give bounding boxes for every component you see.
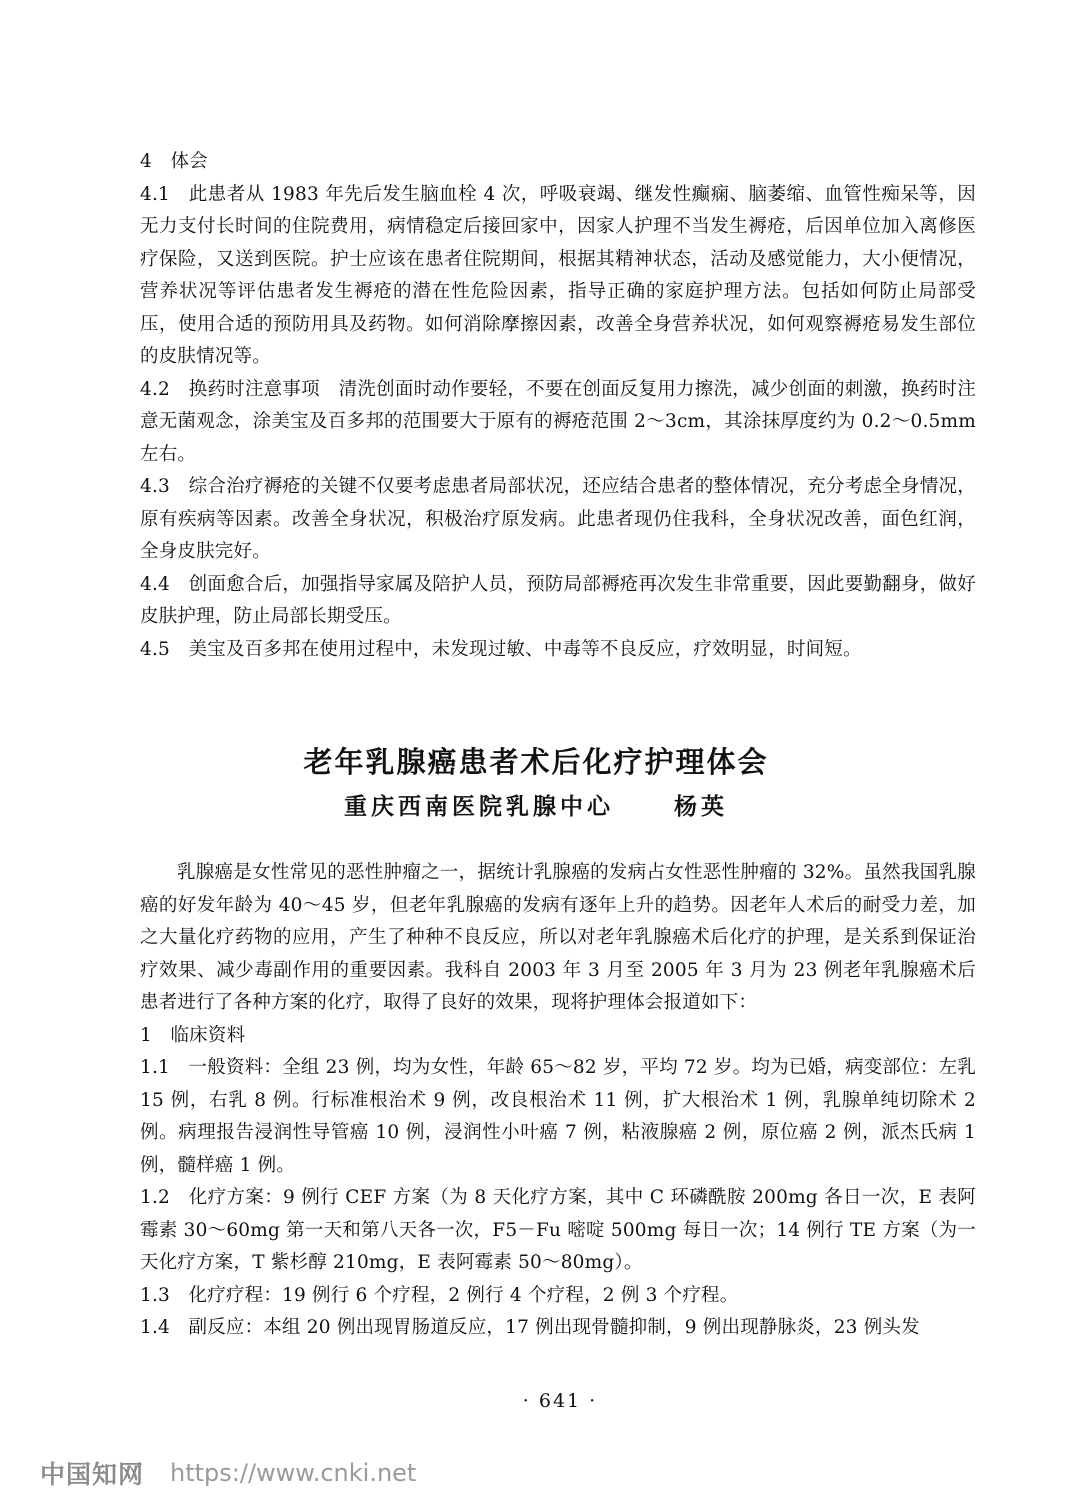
page-number: · 641 · — [522, 1390, 598, 1412]
paragraph-4-4-text: 创面愈合后，加强指导家属及陪护人员，预防局部褥疮再次发生非常重要，因此要勤翻身，做好皮肤护理，防止局部长期受压。 — [140, 573, 976, 627]
paragraph-1-3 — [140, 1280, 976, 1313]
section-4-block — [140, 146, 976, 666]
paragraph-1-1 — [140, 1052, 976, 1182]
paragraph-4-2 — [140, 374, 976, 472]
cnki-watermark — [40, 1455, 416, 1491]
paragraph-4-3 — [140, 471, 976, 569]
paragraph-4-1-text: 此患者从 1983 年先后发生脑血栓 4 次，呼吸衰竭、继发性癫痫、脑萎缩、血管性痴呆等，因无力支付长时间的住院费用，病情稳定后接回家中，因家人护理不当发生褥疮，后因单位加入离修医疗保险，又送到医院。护士应该在患者住院期间，根据其精神状态，活动及感觉能力，大小便情况，营养状况等评估患者发生褥疮的潜在性危险因素，指导正确的家庭护理方法。包括如何防止局部受压，使用合适的预防用具及药物。如何消除摩擦因素，改善全身营养状况，如何观察褥疮易发生部位的皮肤情况等。 — [140, 183, 976, 367]
article-title: 老年乳腺癌患者术后化疗护理体会 — [303, 745, 769, 779]
section-1-number: 1 — [140, 1024, 152, 1046]
paragraph-1-1-number: 1.1 — [140, 1057, 171, 1078]
paragraph-1-4-number: 1.4 — [140, 1317, 171, 1338]
section-1-heading — [140, 1020, 976, 1053]
paragraph-1-3-number: 1.3 — [140, 1284, 171, 1306]
watermark-logo: 中国知网 — [40, 1460, 145, 1489]
paragraph-4-3-number: 4.3 — [140, 476, 171, 497]
paragraph-4-3-text: 综合治疗褥疮的关键不仅要考虑患者局部状况，还应结合患者的整体情况，充分考虑全身情况，原有疾病等因素。改善全身状况，积极治疗原发病。此患者现仍住我科，全身状况改善，面色红润，全身皮肤完好。 — [140, 476, 976, 562]
paragraph-1-4-text: 副反应：本组 20 例出现胃肠道反应，17 例出现骨髓抑制，9 例出现静脉炎，23 例头发 — [188, 1317, 920, 1338]
paragraph-1-1-text: 一般资料：全组 23 例，均为女性，年龄 65～82 岁，平均 72 岁。均为已婚，病变部位：左乳 15 例，右乳 8 例。行标准根治术 9 例，改良根治术 11 例，扩大根治术 1 例，乳腺单纯切除术 2 例。病理报告浸润性导管癌 10 例，浸润性小叶癌 7 例，粘液腺癌 2 例，原位癌 2 例，派杰氏病 1 例，髓样癌 1 例。 — [140, 1057, 976, 1176]
paragraph-4-5-number: 4.5 — [140, 638, 171, 660]
watermark-url: https://www.cnki.net — [170, 1459, 417, 1487]
article-intro: 乳腺癌是女性常见的恶性肿瘤之一，据统计乳腺癌的发病占女性恶性肿瘤的 32%。虽然我国乳腺癌的好发年龄为 40～45 岁，但老年乳腺癌的发病有逐年上升的趋势。因老年人术后的耐受力差，加之大量化疗药物的应用，产生了种种不良反应，所以对老年乳腺癌术后化疗的护理，是关系到保证治疗效果、减少毒副作用的重要因素。我科自 2003 年 3 月至 2005 年 3 月为 23 例老年乳腺癌术后患者进行了各种方案的化疗，取得了良好的效果，现将护理体会报道如下： — [140, 862, 976, 1013]
paragraph-1-4 — [140, 1312, 976, 1345]
author-name: 杨英 — [674, 793, 728, 820]
paragraph-4-5 — [140, 634, 976, 667]
paragraph-1-2-text: 化疗方案：9 例行 CEF 方案（为 8 天化疗方案，其中 C 环磷酰胺 200mg 各日一次，E 表阿霉素 30～60mg 第一天和第八天各一次，F5－Fu 嘧啶 500mg 每日一次；14 例行 TE 方案（为一天化疗方案，T 紫杉醇 210mg，E 表阿霉素 50～80mg）。 — [140, 1187, 976, 1273]
paragraph-4-1-number: 4.1 — [140, 183, 171, 205]
article-body — [140, 857, 976, 1345]
paragraph-4-1 — [140, 179, 976, 374]
paragraph-4-5-text: 美宝及百多邦在使用过程中，未发现过敏、中毒等不良反应，疗效明显，时间短。 — [188, 638, 862, 660]
paragraph-4-2-text: 换药时注意事项 清洗创面时动作要轻，不要在创面反复用力擦洗，减少创面的刺激，换药时注意无菌观念，涂美宝及百多邦的范围要大于原有的褥疮范围 2～3cm，其涂抹厚度约为 0.2～0.5mm 左右。 — [140, 378, 976, 465]
section-4-heading — [140, 146, 976, 179]
paragraph-1-3-text: 化疗疗程：19 例行 6 个疗程，2 例行 4 个疗程，2 例 3 个疗程。 — [188, 1284, 739, 1306]
paragraph-4-2-number: 4.2 — [140, 378, 171, 400]
paragraph-1-2 — [140, 1182, 976, 1280]
paragraph-4-4 — [140, 569, 976, 634]
paragraph-4-4-number: 4.4 — [140, 573, 171, 595]
section-4-number: 4 — [140, 151, 152, 172]
paragraph-1-2-number: 1.2 — [140, 1187, 171, 1208]
author-affiliation: 重庆西南医院乳腺中心 — [344, 793, 614, 820]
article-byline — [0, 788, 1072, 821]
section-1-title: 临床资料 — [170, 1024, 246, 1046]
section-4-title: 体会 — [170, 151, 208, 172]
